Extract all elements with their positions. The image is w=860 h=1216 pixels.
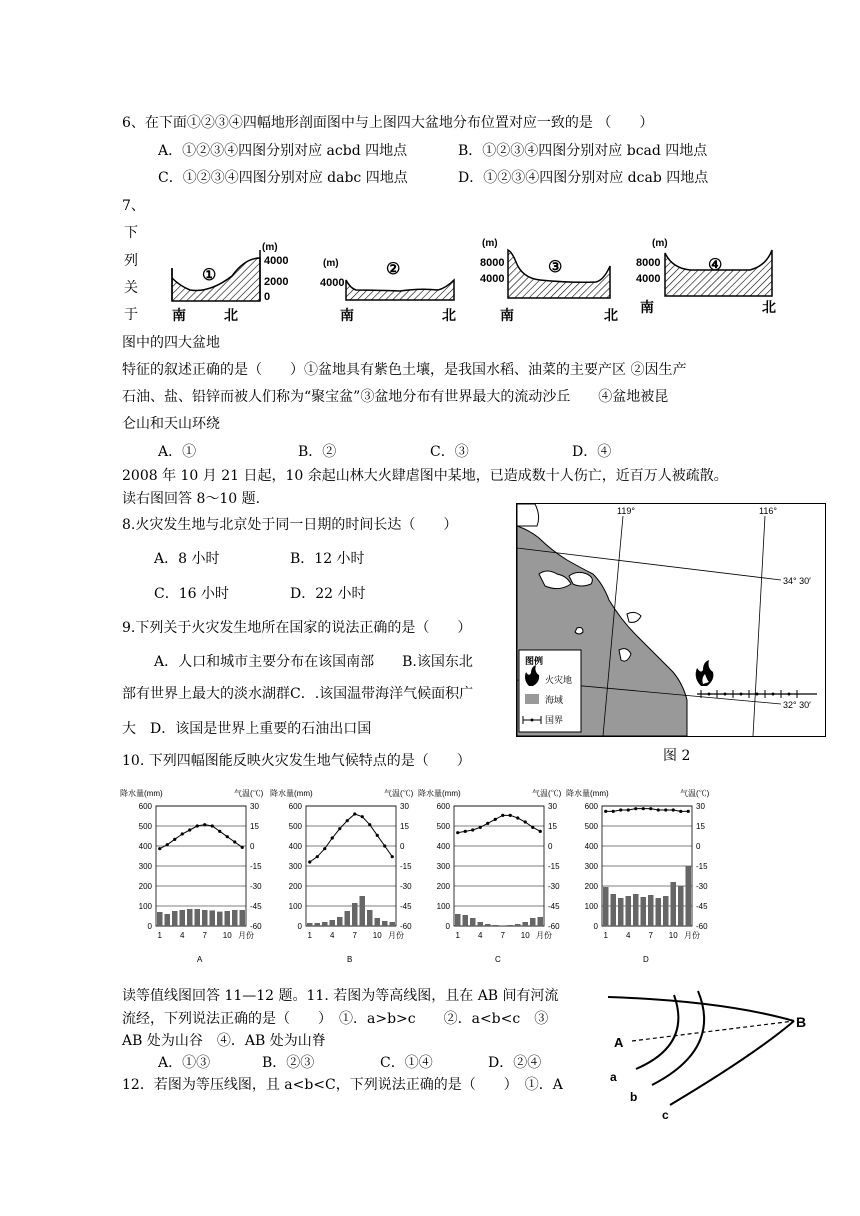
temperature-point	[634, 807, 637, 810]
precip-tick: 600	[436, 802, 450, 811]
precip-axis-label: 降水量(mm)	[120, 789, 163, 798]
temp-axis-label: 气温(℃)	[532, 789, 562, 798]
precip-bar	[671, 882, 677, 926]
temp-tick: -45	[548, 902, 560, 911]
temperature-point	[346, 819, 349, 822]
precip-tick: 400	[288, 842, 302, 851]
fire-icon	[696, 660, 714, 686]
precip-tick: 0	[593, 922, 598, 931]
temperature-point	[218, 830, 221, 833]
precip-tick: 300	[288, 862, 302, 871]
svg-text:南: 南	[172, 307, 186, 323]
month-tick: 10	[668, 931, 678, 940]
q7-line: 图中的四大盆地	[122, 335, 220, 351]
q9-line: 大 D．该国是世界上重要的石油出口国	[122, 721, 372, 737]
q11-option-a: A．①③	[158, 1055, 211, 1071]
precip-tick: 200	[584, 882, 598, 891]
precip-bar	[493, 925, 499, 926]
month-tick: 7	[202, 931, 207, 940]
point-a-label: A	[614, 1035, 624, 1050]
temp-tick: -30	[696, 882, 708, 891]
svg-text:(m): (m)	[652, 238, 668, 249]
precip-axis-label: 降水量(mm)	[270, 789, 313, 798]
svg-text:0: 0	[264, 291, 271, 303]
svg-text:北: 北	[604, 307, 618, 323]
svg-text:北: 北	[762, 299, 776, 315]
precip-bar	[538, 917, 544, 926]
temp-tick: 30	[696, 802, 705, 811]
svg-text:②: ②	[386, 261, 401, 278]
temperature-point	[158, 847, 161, 850]
precip-bar	[232, 910, 238, 926]
temperature-point	[376, 834, 379, 837]
temperature-point	[531, 826, 534, 829]
precip-tick: 500	[436, 822, 450, 831]
legend-sea-label: 海域	[545, 695, 564, 705]
month-tick: 1	[603, 931, 608, 940]
temp-tick: 0	[250, 842, 255, 851]
temp-tick: -30	[400, 882, 412, 891]
q10-stem: 10. 下列四幅图能反映火灾发生地气候特点的是（ ）	[122, 753, 471, 769]
svg-text:北: 北	[224, 307, 238, 323]
temp-tick: -15	[400, 862, 412, 871]
temperature-point	[391, 855, 394, 858]
temperature-point	[181, 832, 184, 835]
temp-tick: 15	[400, 822, 409, 831]
precip-bar	[523, 922, 529, 926]
terrain-profiles	[160, 228, 800, 328]
precip-tick: 300	[584, 862, 598, 871]
precip-bar	[686, 866, 692, 926]
q12-stem: 12．若图为等压线图，且 a<b<C，下列说法正确的是（ ） ①．A	[122, 1077, 563, 1093]
precip-bar	[515, 924, 521, 926]
fire-location-map	[516, 503, 826, 737]
precip-bar	[485, 924, 491, 926]
temp-tick: 0	[548, 842, 553, 851]
svg-text:4000: 4000	[264, 255, 289, 267]
precip-tick: 400	[138, 842, 152, 851]
precip-bar	[455, 914, 461, 926]
legend-fire-label: 火灾地	[545, 675, 573, 685]
precip-tick: 100	[436, 902, 450, 911]
precip-tick: 0	[445, 922, 450, 931]
precip-axis-label: 降水量(mm)	[418, 789, 461, 798]
month-tick: 1	[307, 931, 312, 940]
month-tick: 7	[352, 931, 357, 940]
temp-tick: -60	[400, 922, 412, 931]
precip-bar	[478, 922, 484, 926]
precip-bar	[225, 911, 231, 926]
precip-tick: 0	[297, 922, 302, 931]
precip-bar	[210, 910, 216, 926]
svg-text:④: ④	[708, 257, 723, 274]
temperature-point	[173, 838, 176, 841]
precip-tick: 500	[584, 822, 598, 831]
temperature-point	[188, 828, 191, 831]
month-axis-label: 月份	[536, 931, 552, 940]
svg-text:2000: 2000	[264, 276, 289, 288]
precip-tick: 100	[138, 902, 152, 911]
q7-line: 石油、盐、铅锌而被人们称为“聚宝盆”③盆地分布有世界最大的流动沙丘 ④盆地被昆	[122, 389, 669, 405]
svg-text:③: ③	[548, 259, 563, 276]
svg-text:8000: 8000	[636, 257, 661, 269]
precip-tick: 300	[138, 862, 152, 871]
temperature-point	[664, 808, 667, 811]
q11-line: AB 处为山谷 ④．AB 处为山脊	[122, 1033, 326, 1049]
precip-bar	[463, 915, 469, 926]
temp-tick: 30	[250, 802, 259, 811]
precip-bar	[157, 912, 163, 926]
chart-letter: B	[347, 955, 353, 964]
temperature-point	[241, 846, 244, 849]
legend-title: 图例	[525, 656, 544, 666]
precip-tick: 100	[288, 902, 302, 911]
q11-option-c: C．①④	[380, 1055, 433, 1071]
precip-tick: 100	[584, 902, 598, 911]
precip-bar	[195, 909, 201, 926]
profile-1-number: ①	[202, 267, 217, 284]
temperature-point	[316, 855, 319, 858]
precip-bar	[648, 895, 654, 926]
profile-3	[480, 238, 618, 323]
precip-tick: 600	[288, 802, 302, 811]
month-tick: 4	[180, 931, 185, 940]
temp-tick: 30	[548, 802, 557, 811]
q8-option-c: C．16 小时	[154, 586, 229, 602]
temperature-point	[331, 836, 334, 839]
q8-option-b: B．12 小时	[290, 551, 365, 567]
temperature-point	[361, 815, 364, 818]
temp-axis-label: 气温(℃)	[234, 789, 264, 798]
temp-tick: 0	[696, 842, 701, 851]
precip-tick: 400	[436, 842, 450, 851]
q6-option-d: D．①②③④四图分别对应 dcab 四地点	[458, 170, 709, 186]
precip-bar	[337, 917, 343, 926]
q7-line: 仑山和天山环绕	[122, 416, 220, 432]
temperature-point	[233, 840, 236, 843]
temperature-point	[308, 860, 311, 863]
precip-tick: 200	[288, 882, 302, 891]
q8-option-d: D．22 小时	[290, 586, 366, 602]
temp-tick: -15	[548, 862, 560, 871]
precip-bar	[187, 909, 193, 926]
temp-tick: -15	[250, 862, 262, 871]
precip-tick: 200	[138, 882, 152, 891]
precip-bar	[663, 896, 669, 926]
temp-tick: -15	[696, 862, 708, 871]
precip-bar	[315, 923, 321, 926]
precip-bar	[678, 886, 684, 926]
month-tick: 10	[372, 931, 382, 940]
temperature-point	[509, 814, 512, 817]
precip-bar	[202, 910, 208, 926]
temp-tick: 15	[250, 822, 259, 831]
temp-tick: -45	[696, 902, 708, 911]
precip-bar	[500, 925, 506, 926]
q11-option-b: B．②③	[262, 1055, 315, 1071]
temperature-point	[619, 808, 622, 811]
temp-tick: 15	[696, 822, 705, 831]
temperature-point	[456, 831, 459, 834]
q11-line: 流经，下列说法正确的是（ ） ①．a>b>c ②．a<b<c ③	[122, 1011, 549, 1027]
precip-tick: 0	[147, 922, 152, 931]
temperature-point	[657, 808, 660, 811]
temp-axis-label: 气温(℃)	[680, 789, 710, 798]
latitude-32-30: 32° 30′	[783, 700, 811, 710]
temperature-point	[383, 844, 386, 847]
temperature-point	[494, 818, 497, 821]
legend-border-label: 国界	[545, 715, 564, 725]
month-tick: 7	[500, 931, 505, 940]
contour-diagram	[604, 985, 824, 1125]
precip-bar	[618, 898, 624, 926]
q7-option-a: A．①	[158, 444, 197, 460]
temperature-point	[612, 810, 615, 813]
q7-vertical-char: 关	[124, 280, 138, 296]
q6-option-c: C．①②③④四图分别对应 dabc 四地点	[158, 170, 408, 186]
svg-text:南: 南	[640, 299, 654, 315]
climate-charts	[118, 786, 718, 966]
intro-line-1: 2008 年 10 月 21 日起，10 余起山林大火肆虐图中某地，已造成数十人伤亡，近百万人被疏散。	[122, 468, 728, 484]
precip-bar	[641, 897, 647, 926]
temperature-line	[458, 815, 541, 832]
month-axis-label: 月份	[238, 931, 254, 940]
temperature-point	[649, 807, 652, 810]
temp-tick: 30	[400, 802, 409, 811]
temperature-point	[464, 830, 467, 833]
chart-letter: C	[495, 955, 501, 964]
temperature-point	[353, 812, 356, 815]
precip-bar	[217, 912, 223, 926]
temp-tick: -30	[548, 882, 560, 891]
svg-text:(m): (m)	[482, 238, 498, 249]
intro-line-2: 读右图回答 8～10 题.	[122, 491, 261, 507]
q7-vertical-char: 列	[124, 253, 138, 269]
temperature-point	[516, 816, 519, 819]
precip-tick: 500	[138, 822, 152, 831]
svg-text:4000: 4000	[480, 273, 505, 285]
month-tick: 4	[478, 931, 483, 940]
precip-bar	[165, 914, 171, 926]
svg-text:4000: 4000	[636, 273, 661, 285]
precip-bar	[172, 911, 178, 926]
temperature-point	[642, 807, 645, 810]
q7-option-b: B．②	[298, 444, 337, 460]
precip-tick: 200	[436, 882, 450, 891]
q6-option-a: A．①②③④四图分别对应 acbd 四地点	[158, 143, 408, 159]
temperature-point	[501, 814, 504, 817]
month-axis-label: 月份	[388, 931, 404, 940]
precip-bar	[345, 911, 351, 926]
temperature-point	[679, 810, 682, 813]
svg-text:8000: 8000	[480, 257, 505, 269]
svg-text:(m): (m)	[323, 258, 339, 269]
precip-bar	[180, 910, 186, 926]
precip-tick: 600	[138, 802, 152, 811]
precip-tick: 600	[584, 802, 598, 811]
temperature-line	[310, 814, 393, 862]
chart-letter: A	[197, 955, 203, 964]
map-caption: 图 2	[663, 748, 691, 764]
precip-bar	[611, 894, 617, 926]
month-tick: 1	[157, 931, 162, 940]
precip-bar	[390, 922, 396, 926]
profile-1	[172, 242, 288, 323]
temp-tick: 0	[400, 842, 405, 851]
profile-4	[636, 238, 776, 315]
precip-bar	[307, 923, 313, 926]
month-tick: 7	[648, 931, 653, 940]
temperature-point	[211, 824, 214, 827]
latitude-34-30: 34° 30′	[783, 576, 811, 586]
temperature-point	[524, 820, 527, 823]
svg-text:南: 南	[340, 307, 354, 323]
q7-vertical-char: 于	[124, 307, 138, 323]
temperature-point	[604, 810, 607, 813]
precip-bar	[530, 918, 536, 926]
temperature-point	[196, 824, 199, 827]
longitude-119: 119°	[617, 506, 635, 516]
temperature-point	[323, 847, 326, 850]
temp-tick: -45	[250, 902, 262, 911]
q7-option-d: D．④	[572, 444, 612, 460]
precip-bar	[382, 921, 388, 926]
svg-text:南: 南	[500, 307, 514, 323]
temp-tick: -60	[696, 922, 708, 931]
temperature-point	[166, 843, 169, 846]
q7-line: 特征的叙述正确的是（ ）①盆地具有紫色土壤，是我国水稻、油菜的主要产区 ②因生产	[122, 362, 687, 378]
temperature-point	[471, 828, 474, 831]
q11-option-d: D．②④	[488, 1055, 542, 1071]
line-a-label: a	[610, 1070, 617, 1084]
temperature-point	[627, 808, 630, 811]
precip-bar	[633, 894, 639, 926]
precip-bar	[470, 918, 476, 926]
precip-bar	[322, 922, 328, 926]
precip-bar	[352, 903, 358, 926]
temp-tick: -60	[548, 922, 560, 931]
temperature-point	[672, 808, 675, 811]
profile-1-unit: (m)	[262, 242, 278, 253]
point-b-label: B	[796, 1014, 807, 1030]
precip-axis-label: 降水量(mm)	[566, 789, 609, 798]
q7-number: 7、	[122, 198, 145, 214]
profile-2	[320, 258, 456, 323]
month-tick: 10	[222, 931, 232, 940]
q11-line: 读等值线图回答 11—12 题。11. 若图为等高线图，且在 AB 间有河流	[122, 988, 559, 1004]
temperature-point	[338, 827, 341, 830]
temp-tick: -30	[250, 882, 262, 891]
precip-bar	[508, 925, 514, 926]
temperature-point	[486, 822, 489, 825]
q7-vertical-char: 下	[124, 225, 138, 241]
line-b-label: b	[630, 1090, 638, 1104]
q8-stem: 8.火灾发生地与北京处于同一日期的时间长达（ ）	[122, 517, 458, 533]
temperature-point	[226, 835, 229, 838]
precip-bar	[330, 920, 336, 926]
temperature-point	[203, 823, 206, 826]
q6-stem: 6、在下面①②③④四幅地形剖面图中与上图四大盆地分布位置对应一致的是 （ ）	[122, 115, 654, 131]
month-tick: 10	[520, 931, 530, 940]
q9-line: A．人口和城市主要分布在该国南部 B.该国东北	[154, 654, 473, 670]
q8-option-a: A．8 小时	[154, 551, 220, 567]
q9-stem: 9.下列关于火灾发生地所在国家的说法正确的是（ ）	[122, 620, 472, 636]
precip-bar	[656, 898, 662, 926]
q7-option-c: C．③	[430, 444, 469, 460]
temperature-point	[539, 830, 542, 833]
temp-tick: -60	[250, 922, 262, 931]
line-c-label: c	[662, 1108, 669, 1122]
svg-text:4000: 4000	[320, 277, 345, 289]
precip-bar	[240, 910, 246, 926]
temperature-line	[606, 809, 689, 812]
temp-axis-label: 气温(℃)	[384, 789, 414, 798]
temp-tick: -45	[400, 902, 412, 911]
temperature-line	[160, 825, 243, 849]
svg-text:北: 北	[442, 307, 456, 323]
q9-line: 部有世界上最大的淡水湖群C．.该国温带海洋气候面积广	[122, 686, 474, 702]
month-axis-label: 月份	[684, 931, 700, 940]
precip-bar	[367, 910, 373, 926]
temperature-point	[479, 826, 482, 829]
temperature-point	[368, 823, 371, 826]
month-tick: 4	[626, 931, 631, 940]
month-tick: 1	[455, 931, 460, 940]
precip-tick: 400	[584, 842, 598, 851]
chart-letter: D	[643, 955, 649, 964]
precip-tick: 500	[288, 822, 302, 831]
month-tick: 4	[330, 931, 335, 940]
precip-bar	[603, 887, 609, 926]
longitude-116: 116°	[759, 506, 777, 516]
temp-tick: 15	[548, 822, 557, 831]
precip-bar	[375, 918, 381, 926]
temperature-point	[687, 810, 690, 813]
precip-bar	[360, 896, 366, 926]
precip-tick: 300	[436, 862, 450, 871]
precip-bar	[626, 896, 632, 926]
q6-option-b: B．①②③④四图分别对应 bcad 四地点	[458, 143, 708, 159]
